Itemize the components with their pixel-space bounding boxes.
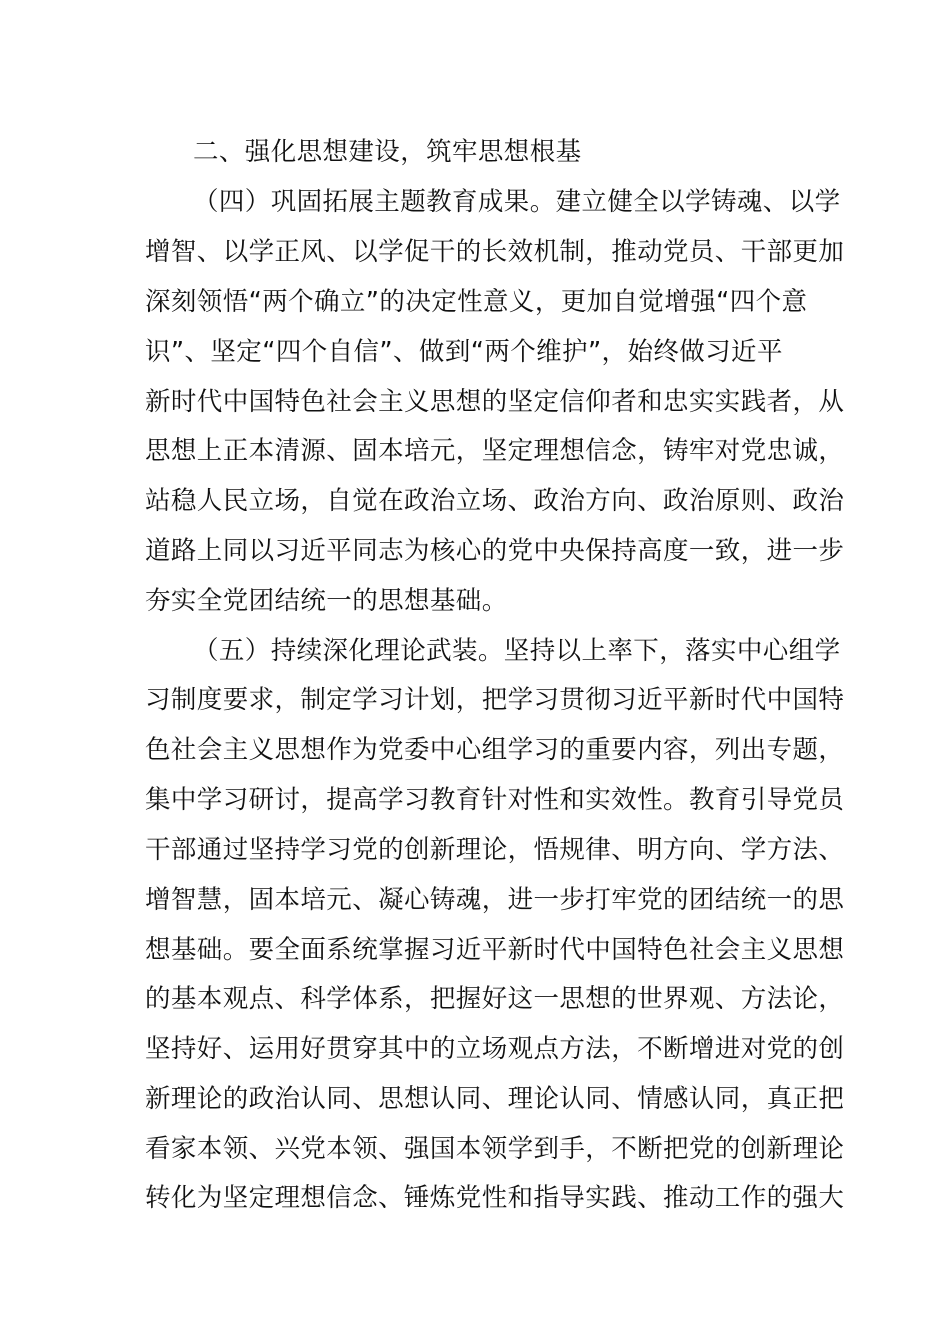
text-line: 集中学习研讨，提高学习教育针对性和实效性。教育引导党员 [145, 785, 845, 815]
text-line: 增智、以学正风、以学促干的长效机制，推动党员、干部更加 [145, 237, 845, 267]
text-line: 的基本观点、科学体系，把握好这一思想的世界观、方法论， [145, 984, 845, 1014]
text-line: 识”、坚定“四个自信”、做到“两个维护”，始终做习近平 [145, 337, 783, 367]
text-line: 增智慧，固本培元、凝心铸魂，进一步打牢党的团结统一的思 [145, 885, 845, 915]
text-line: 看家本领、兴党本领、强国本领学到手，不断把党的创新理论 [145, 1134, 845, 1164]
text-line: 想基础。要全面系统掌握习近平新时代中国特色社会主义思想 [145, 935, 845, 965]
text-line: 站稳人民立场，自觉在政治立场、政治方向、政治原则、政治 [145, 486, 845, 516]
text-line: 色社会主义思想作为党委中心组学习的重要内容，列出专题， [145, 735, 845, 765]
text-line: 转化为坚定理想信念、锤炼党性和指导实践、推动工作的强大 [145, 1183, 845, 1213]
text-line: 深刻领悟“两个确立”的决定性意义，更加自觉增强“四个意 [145, 287, 808, 317]
text-line: 坚持好、运用好贯穿其中的立场观点方法，不断增进对党的创 [145, 1034, 845, 1064]
text-line: 新理论的政治认同、思想认同、理论认同、情感认同，真正把 [145, 1084, 845, 1114]
section-heading: 二、强化思想建设，筑牢思想根基 [193, 137, 582, 167]
text-line: 道路上同以习近平同志为核心的党中央保持高度一致，进一步 [145, 536, 845, 566]
text-line: 习制度要求，制定学习计划，把学习贯彻习近平新时代中国特 [145, 685, 845, 715]
text-line: （五）持续深化理论武装。坚持以上率下，落实中心组学 [193, 636, 841, 666]
text-line: （四）巩固拓展主题教育成果。建立健全以学铸魂、以学 [193, 187, 841, 217]
text-line: 干部通过坚持学习党的创新理论，悟规律、明方向、学方法、 [145, 835, 845, 865]
text-line: 夯实全党团结统一的思想基础。 [145, 586, 508, 616]
text-line: 新时代中国特色社会主义思想的坚定信仰者和忠实实践者，从 [145, 387, 845, 417]
text-line: 思想上正本清源、固本培元，坚定理想信念，铸牢对党忠诚， [145, 436, 845, 466]
